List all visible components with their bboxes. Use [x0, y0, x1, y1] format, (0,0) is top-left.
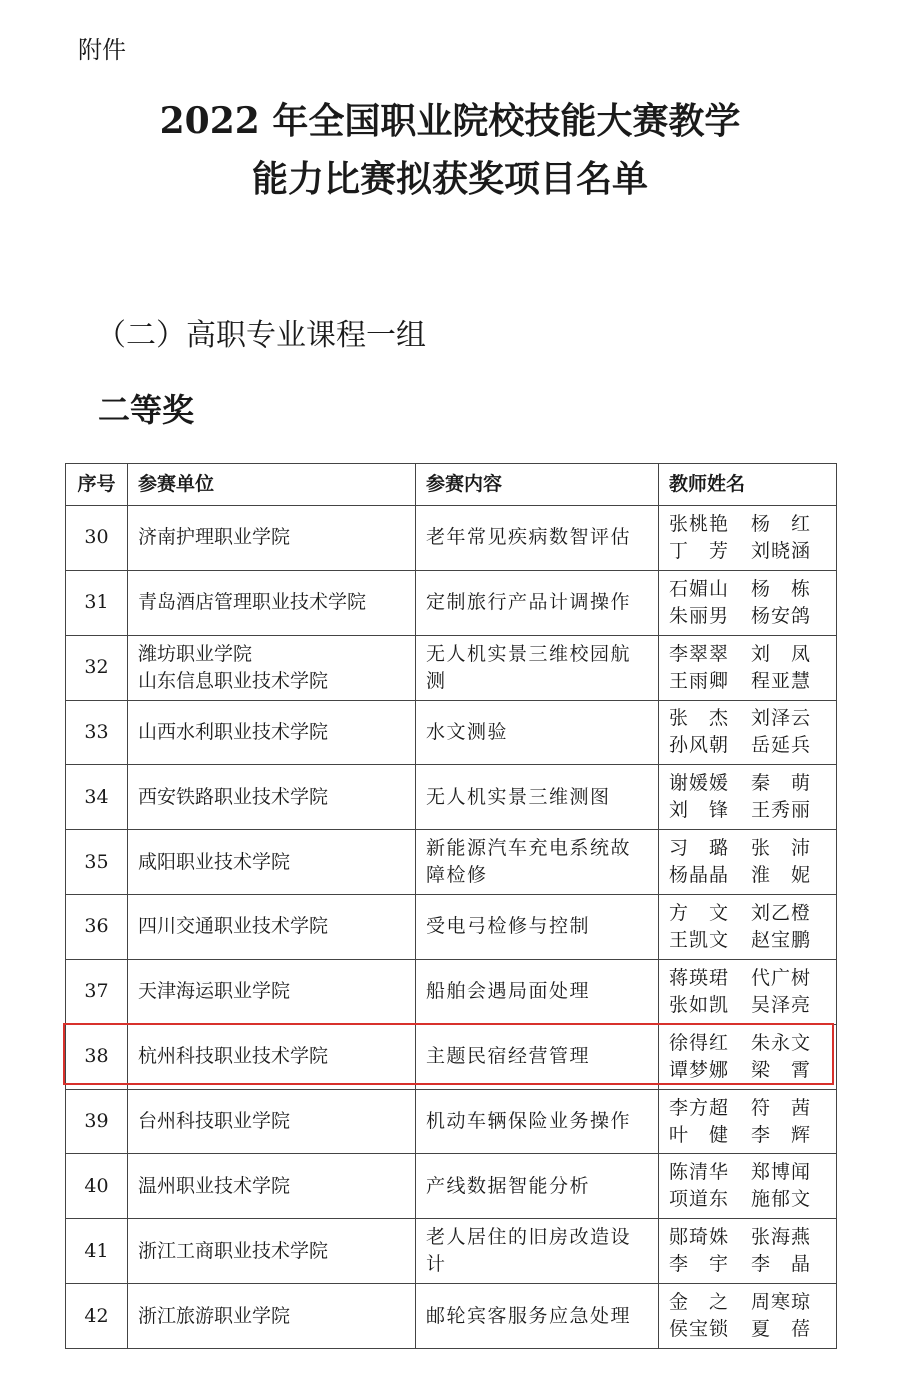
- teacher-name: 李 辉: [751, 1123, 812, 1146]
- teacher-name: 符 茜: [751, 1096, 812, 1119]
- participating-unit: [128, 1219, 416, 1284]
- entry-content: 老年常见疾病数智评估: [416, 506, 659, 571]
- teacher-name: 李 宇: [669, 1253, 730, 1276]
- title-line-2: 能力比赛拟获奖项目名单: [251, 158, 648, 200]
- teacher-name: 朱丽男: [669, 604, 730, 627]
- teacher-name: 郑博闻: [751, 1161, 812, 1184]
- unit-name: 温州职业技术学院: [138, 1174, 291, 1197]
- teacher-name: 淮 妮: [751, 864, 812, 887]
- row-number: 39: [66, 1089, 128, 1154]
- teacher-names: [659, 1284, 837, 1349]
- unit-name: 四川交通职业技术学院: [138, 915, 329, 938]
- teacher-name: 孙风朝: [669, 734, 730, 757]
- table-row: [66, 895, 837, 960]
- teacher-name: 赵宝鹏: [751, 928, 812, 951]
- teacher-name: 项道东: [669, 1188, 730, 1211]
- teacher-name: 张海燕: [751, 1226, 812, 1249]
- teacher-grid: [669, 900, 826, 954]
- teacher-name: 张桃艳: [669, 512, 730, 535]
- table-row: [66, 570, 837, 635]
- row-number: 32: [66, 635, 128, 700]
- document-title: [0, 92, 900, 208]
- unit-name: 西安铁路职业技术学院: [138, 785, 329, 808]
- entry-content: 定制旅行产品计调操作: [416, 570, 659, 635]
- table-row: [66, 700, 837, 765]
- teacher-names: [659, 830, 837, 895]
- entry-content: 船舶会遇局面处理: [416, 959, 659, 1024]
- entry-content: 无人机实景三维校园航测: [416, 635, 659, 700]
- row-number: 37: [66, 959, 128, 1024]
- teacher-name: 李 晶: [751, 1253, 812, 1276]
- table-row: [66, 1024, 837, 1089]
- entry-content: 水文测验: [416, 700, 659, 765]
- table-row: [66, 765, 837, 830]
- entry-content: 受电弓检修与控制: [416, 895, 659, 960]
- teacher-name: 侯宝锁: [669, 1318, 730, 1341]
- unit-name: 潍坊职业学院: [138, 642, 253, 665]
- teacher-name: 秦 萌: [751, 772, 812, 795]
- teacher-name: 李翠翠: [669, 642, 730, 665]
- teacher-name: 杨晶晶: [669, 864, 730, 887]
- teacher-name: 李方超: [669, 1096, 730, 1119]
- unit-name: 山东信息职业技术学院: [138, 669, 329, 692]
- unit-name: 青岛酒店管理职业技术学院: [138, 591, 367, 614]
- table-row: [66, 1089, 837, 1154]
- entry-content: 无人机实景三维测图: [416, 765, 659, 830]
- teacher-name: 陈清华: [669, 1161, 730, 1184]
- unit-name: 杭州科技职业技术学院: [138, 1045, 329, 1068]
- teacher-grid: [669, 1159, 826, 1213]
- teacher-name: 习 璐: [669, 837, 730, 860]
- teacher-name: 张如凯: [669, 993, 730, 1016]
- participating-unit: [128, 1089, 416, 1154]
- teacher-names: [659, 1089, 837, 1154]
- teacher-name: 张 沛: [751, 837, 812, 860]
- teacher-name: 刘乙橙: [751, 901, 812, 924]
- table-row: [66, 1219, 837, 1284]
- teacher-name: 刘泽云: [751, 707, 812, 730]
- teacher-name: 岳延兵: [751, 734, 812, 757]
- teacher-name: 施郁文: [751, 1188, 812, 1211]
- teacher-names: [659, 959, 837, 1024]
- header-content: 参赛内容: [416, 464, 659, 506]
- teacher-grid: [669, 770, 826, 824]
- teacher-name: 谭梦娜: [669, 1058, 730, 1081]
- prize-heading: 二等奖: [98, 391, 195, 429]
- teacher-name: 刘晓涵: [751, 539, 812, 562]
- table-row: [66, 830, 837, 895]
- section-heading: （二）高职专业课程一组: [96, 318, 426, 353]
- participating-unit: [128, 959, 416, 1024]
- entry-content: 机动车辆保险业务操作: [416, 1089, 659, 1154]
- teacher-names: [659, 700, 837, 765]
- row-number: 40: [66, 1154, 128, 1219]
- unit-name: 天津海运职业学院: [138, 980, 291, 1003]
- row-number: 38: [66, 1024, 128, 1089]
- entry-content: 邮轮宾客服务应急处理: [416, 1284, 659, 1349]
- teacher-name: 叶 健: [669, 1123, 730, 1146]
- teacher-name: 方 文: [669, 901, 730, 924]
- entry-content: 新能源汽车充电系统故障检修: [416, 830, 659, 895]
- row-number: 41: [66, 1219, 128, 1284]
- teacher-grid: [669, 511, 826, 565]
- participating-unit: [128, 895, 416, 960]
- teacher-grid: [669, 1030, 826, 1084]
- row-number: 42: [66, 1284, 128, 1349]
- teacher-name: 谢媛媛: [669, 772, 730, 795]
- teacher-grid: [669, 1289, 826, 1343]
- row-number: 33: [66, 700, 128, 765]
- unit-name: 济南护理职业学院: [138, 526, 291, 549]
- teacher-name: 王凯文: [669, 928, 730, 951]
- teacher-name: 郧琦姝: [669, 1226, 730, 1249]
- attachment-label: 附件: [78, 36, 126, 64]
- teacher-name: 程亚慧: [751, 669, 812, 692]
- teacher-names: [659, 506, 837, 571]
- unit-name: 台州科技职业学院: [138, 1110, 291, 1133]
- teacher-names: [659, 635, 837, 700]
- teacher-grid: [669, 641, 826, 695]
- teacher-name: 周寒琼: [751, 1291, 812, 1314]
- teacher-names: [659, 1154, 837, 1219]
- teacher-name: 杨 栋: [751, 577, 812, 600]
- participating-unit: [128, 830, 416, 895]
- teacher-name: 杨 红: [751, 512, 812, 535]
- header-number: 序号: [66, 464, 128, 506]
- participating-unit: [128, 765, 416, 830]
- teacher-names: [659, 1219, 837, 1284]
- teacher-name: 蒋瑛珺: [669, 966, 730, 989]
- teacher-names: [659, 895, 837, 960]
- teacher-grid: [669, 1095, 826, 1149]
- entry-content: 老人居住的旧房改造设计: [416, 1219, 659, 1284]
- header-unit: 参赛单位: [128, 464, 416, 506]
- teacher-names: [659, 1024, 837, 1089]
- teacher-name: 石媚山: [669, 577, 730, 600]
- header-teachers: 教师姓名: [659, 464, 837, 506]
- table-row: [66, 1284, 837, 1349]
- teacher-name: 杨安鸽: [751, 604, 812, 627]
- table-row: [66, 635, 837, 700]
- teacher-grid: [669, 835, 826, 889]
- row-number: 30: [66, 506, 128, 571]
- table-body: [66, 506, 837, 1349]
- row-number: 34: [66, 765, 128, 830]
- participating-unit: [128, 1024, 416, 1089]
- unit-name: 浙江工商职业技术学院: [138, 1239, 329, 1262]
- teacher-grid: [669, 576, 826, 630]
- entry-content: 主题民宿经营管理: [416, 1024, 659, 1089]
- participating-unit: [128, 1154, 416, 1219]
- unit-name: 咸阳职业技术学院: [138, 850, 291, 873]
- teacher-name: 刘 锋: [669, 799, 730, 822]
- table-row: [66, 506, 837, 571]
- teacher-name: 张 杰: [669, 707, 730, 730]
- teacher-name: 王秀丽: [751, 799, 812, 822]
- participating-unit: [128, 700, 416, 765]
- teacher-name: 吴泽亮: [751, 993, 812, 1016]
- teacher-name: 金 之: [669, 1291, 730, 1314]
- row-number: 36: [66, 895, 128, 960]
- table-row: [66, 959, 837, 1024]
- teacher-name: 朱永文: [751, 1031, 812, 1054]
- teacher-grid: [669, 705, 826, 759]
- teacher-grid: [669, 1224, 826, 1278]
- unit-name: 浙江旅游职业学院: [138, 1304, 291, 1327]
- participating-unit: [128, 635, 416, 700]
- unit-name: 山西水利职业技术学院: [138, 720, 329, 743]
- teacher-name: 丁 芳: [669, 539, 730, 562]
- title-line-1: 2022 年全国职业院校技能大赛教学: [159, 100, 741, 142]
- entry-content: 产线数据智能分析: [416, 1154, 659, 1219]
- table-row: [66, 1154, 837, 1219]
- teacher-name: 王雨卿: [669, 669, 730, 692]
- teacher-name: 徐得红: [669, 1031, 730, 1054]
- teacher-name: 代广树: [751, 966, 812, 989]
- teacher-name: 梁 霄: [751, 1058, 812, 1081]
- participating-unit: [128, 1284, 416, 1349]
- teacher-name: 夏 蓓: [751, 1318, 812, 1341]
- teacher-names: [659, 765, 837, 830]
- participating-unit: [128, 506, 416, 571]
- teacher-grid: [669, 965, 826, 1019]
- teacher-names: [659, 570, 837, 635]
- table-header-row: [66, 464, 837, 506]
- row-number: 35: [66, 830, 128, 895]
- teacher-name: 刘 凤: [751, 642, 812, 665]
- awards-table: [65, 463, 837, 1349]
- participating-unit: [128, 570, 416, 635]
- row-number: 31: [66, 570, 128, 635]
